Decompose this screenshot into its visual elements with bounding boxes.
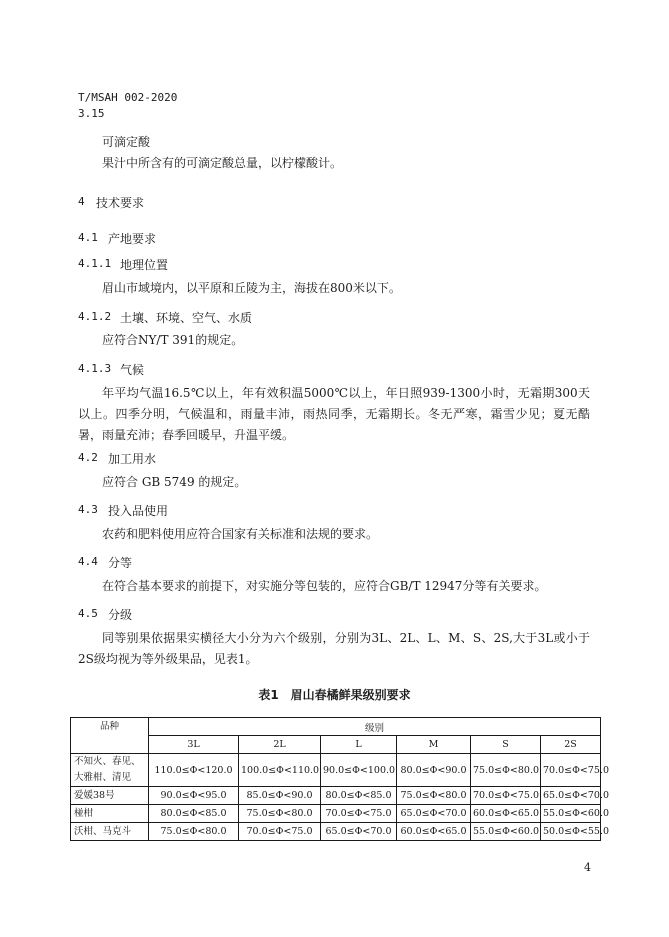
grade-value-cell: 55.0≤Φ<60.0 — [471, 823, 541, 841]
grade-value-cell: 70.0≤Φ<75.0 — [541, 754, 601, 787]
section-4-4-number: 4.4 — [78, 555, 98, 568]
variety-cell — [71, 787, 149, 805]
section-4-1-1-title: 地理位置 — [120, 258, 169, 272]
section-4-3-title: 投入品使用 — [108, 504, 169, 518]
section-3-15-title: 可滴定酸 — [102, 135, 151, 149]
grade-value-cell: 75.0≤Φ<80.0 — [397, 787, 471, 805]
section-4-1-3-number: 4.1.3 — [78, 362, 112, 375]
variety-cell — [71, 823, 149, 841]
grade-value-cell: 65.0≤Φ<70.0 — [321, 823, 397, 841]
section-4-1-3-text: 年平均气温16.5℃以上，年有效积温5000℃以上，年日照939-1300小时，无霜期300天以上。四季分明，气候温和，雨量丰沛，雨热同季，无霜期长。冬无严寒，霜雪少见；夏无酷暑，雨量充沛；春季回暖早，升温平缓。 — [78, 386, 590, 442]
grade-value-cell: 55.0≤Φ<60.0 — [541, 805, 601, 823]
grade-value-cell: 110.0≤Φ<120.0 — [149, 754, 239, 787]
grade-header-cell: L — [321, 736, 397, 754]
section-4-1-1-text: 眉山市域境内，以平原和丘陵为主，海拔在800米以下。 — [102, 281, 401, 295]
grade-header-cell: 2L — [239, 736, 321, 754]
grade-header-cell: 2S — [541, 736, 601, 754]
section-4-4-title: 分等 — [108, 556, 133, 570]
grade-value-cell: 80.0≤Φ<90.0 — [397, 754, 471, 787]
grade-value-cell: 70.0≤Φ<75.0 — [239, 823, 321, 841]
header-variety: 品种 — [71, 718, 149, 754]
section-4-5-text: 同等别果依据果实横径大小分为六个级别，分别为3L、2L、L、M、S、2S,大于3L或小于2S级均视为等外级果品，见表1。 — [78, 631, 590, 666]
page-number: 4 — [584, 861, 591, 874]
section-4-1-number: 4.1 — [78, 231, 98, 244]
section-4-2-title: 加工用水 — [108, 452, 157, 466]
grade-value-cell: 90.0≤Φ<95.0 — [149, 787, 239, 805]
section-3-15-text: 果汁中所含有的可滴定酸总量，以柠檬酸计。 — [102, 156, 343, 170]
section-4-2-number: 4.2 — [78, 451, 98, 464]
variety-line: 不知火、春见、 — [74, 756, 141, 767]
table-row — [71, 754, 601, 787]
grade-table — [70, 717, 610, 841]
header-grade: 级别 — [149, 718, 601, 736]
grade-value-cell: 65.0≤Φ<70.0 — [541, 787, 601, 805]
grade-header-cell: M — [397, 736, 471, 754]
grade-value-cell: 75.0≤Φ<80.0 — [471, 754, 541, 787]
variety-line: 沃柑、马克斗 — [74, 825, 132, 837]
section-4-3-number: 4.3 — [78, 503, 98, 516]
grade-value-cell: 70.0≤Φ<75.0 — [321, 805, 397, 823]
grade-value-cell: 65.0≤Φ<70.0 — [397, 805, 471, 823]
table-row — [71, 787, 601, 805]
table-row — [71, 823, 601, 841]
variety-cell — [71, 805, 149, 823]
grade-value-cell: 85.0≤Φ<90.0 — [239, 787, 321, 805]
section-4-1-2-title: 土壤、环境、空气、水质 — [120, 311, 253, 325]
section-4-number: 4 — [78, 195, 85, 208]
grade-value-cell: 75.0≤Φ<80.0 — [239, 805, 321, 823]
section-4-5-number: 4.5 — [78, 607, 98, 620]
grade-value-cell: 75.0≤Φ<80.0 — [149, 823, 239, 841]
section-4-3-text: 农药和肥料使用应符合国家有关标准和法规的要求。 — [102, 527, 379, 541]
table-header-row — [71, 718, 601, 736]
grade-header-cell: S — [471, 736, 541, 754]
variety-line: 爱媛38号 — [74, 789, 115, 801]
table-caption: 表1 眉山春橘鲜果级别要求 — [258, 688, 411, 702]
section-4-title: 技术要求 — [96, 196, 145, 210]
grade-value-cell: 60.0≤Φ<65.0 — [471, 805, 541, 823]
section-4-1-2-text: 应符合NY/T 391的规定。 — [102, 333, 244, 347]
section-4-5-title: 分级 — [108, 608, 133, 622]
section-4-1-3-title: 气候 — [120, 363, 145, 377]
section-4-1-1-number: 4.1.1 — [78, 257, 112, 270]
grade-value-cell: 70.0≤Φ<75.0 — [471, 787, 541, 805]
grade-value-cell: 60.0≤Φ<65.0 — [397, 823, 471, 841]
table-grade-row — [71, 736, 601, 754]
section-4-4-text: 在符合基本要求的前提下，对实施分等包装的，应符合GB/T 12947分等有关要求。 — [102, 579, 547, 593]
variety-cell — [71, 754, 149, 787]
variety-line: 椪柑 — [74, 807, 94, 819]
section-4-1-title: 产地要求 — [108, 232, 157, 246]
grade-value-cell: 50.0≤Φ<55.0 — [541, 823, 601, 841]
grade-value-cell: 80.0≤Φ<85.0 — [321, 787, 397, 805]
grade-value-cell: 90.0≤Φ<100.0 — [321, 754, 397, 787]
grade-value-cell: 80.0≤Φ<85.0 — [149, 805, 239, 823]
doc-id: T/MSAH 002-2020 — [78, 91, 178, 104]
grade-value-cell: 100.0≤Φ<110.0 — [239, 754, 321, 787]
section-3-15-number: 3.15 — [78, 107, 105, 120]
grade-header-cell: 3L — [149, 736, 239, 754]
variety-line: 大雅柑、清见 — [74, 772, 132, 783]
table-row — [71, 805, 601, 823]
section-4-2-text: 应符合 GB 5749 的规定。 — [102, 475, 247, 489]
section-4-1-2-number: 4.1.2 — [78, 310, 112, 323]
